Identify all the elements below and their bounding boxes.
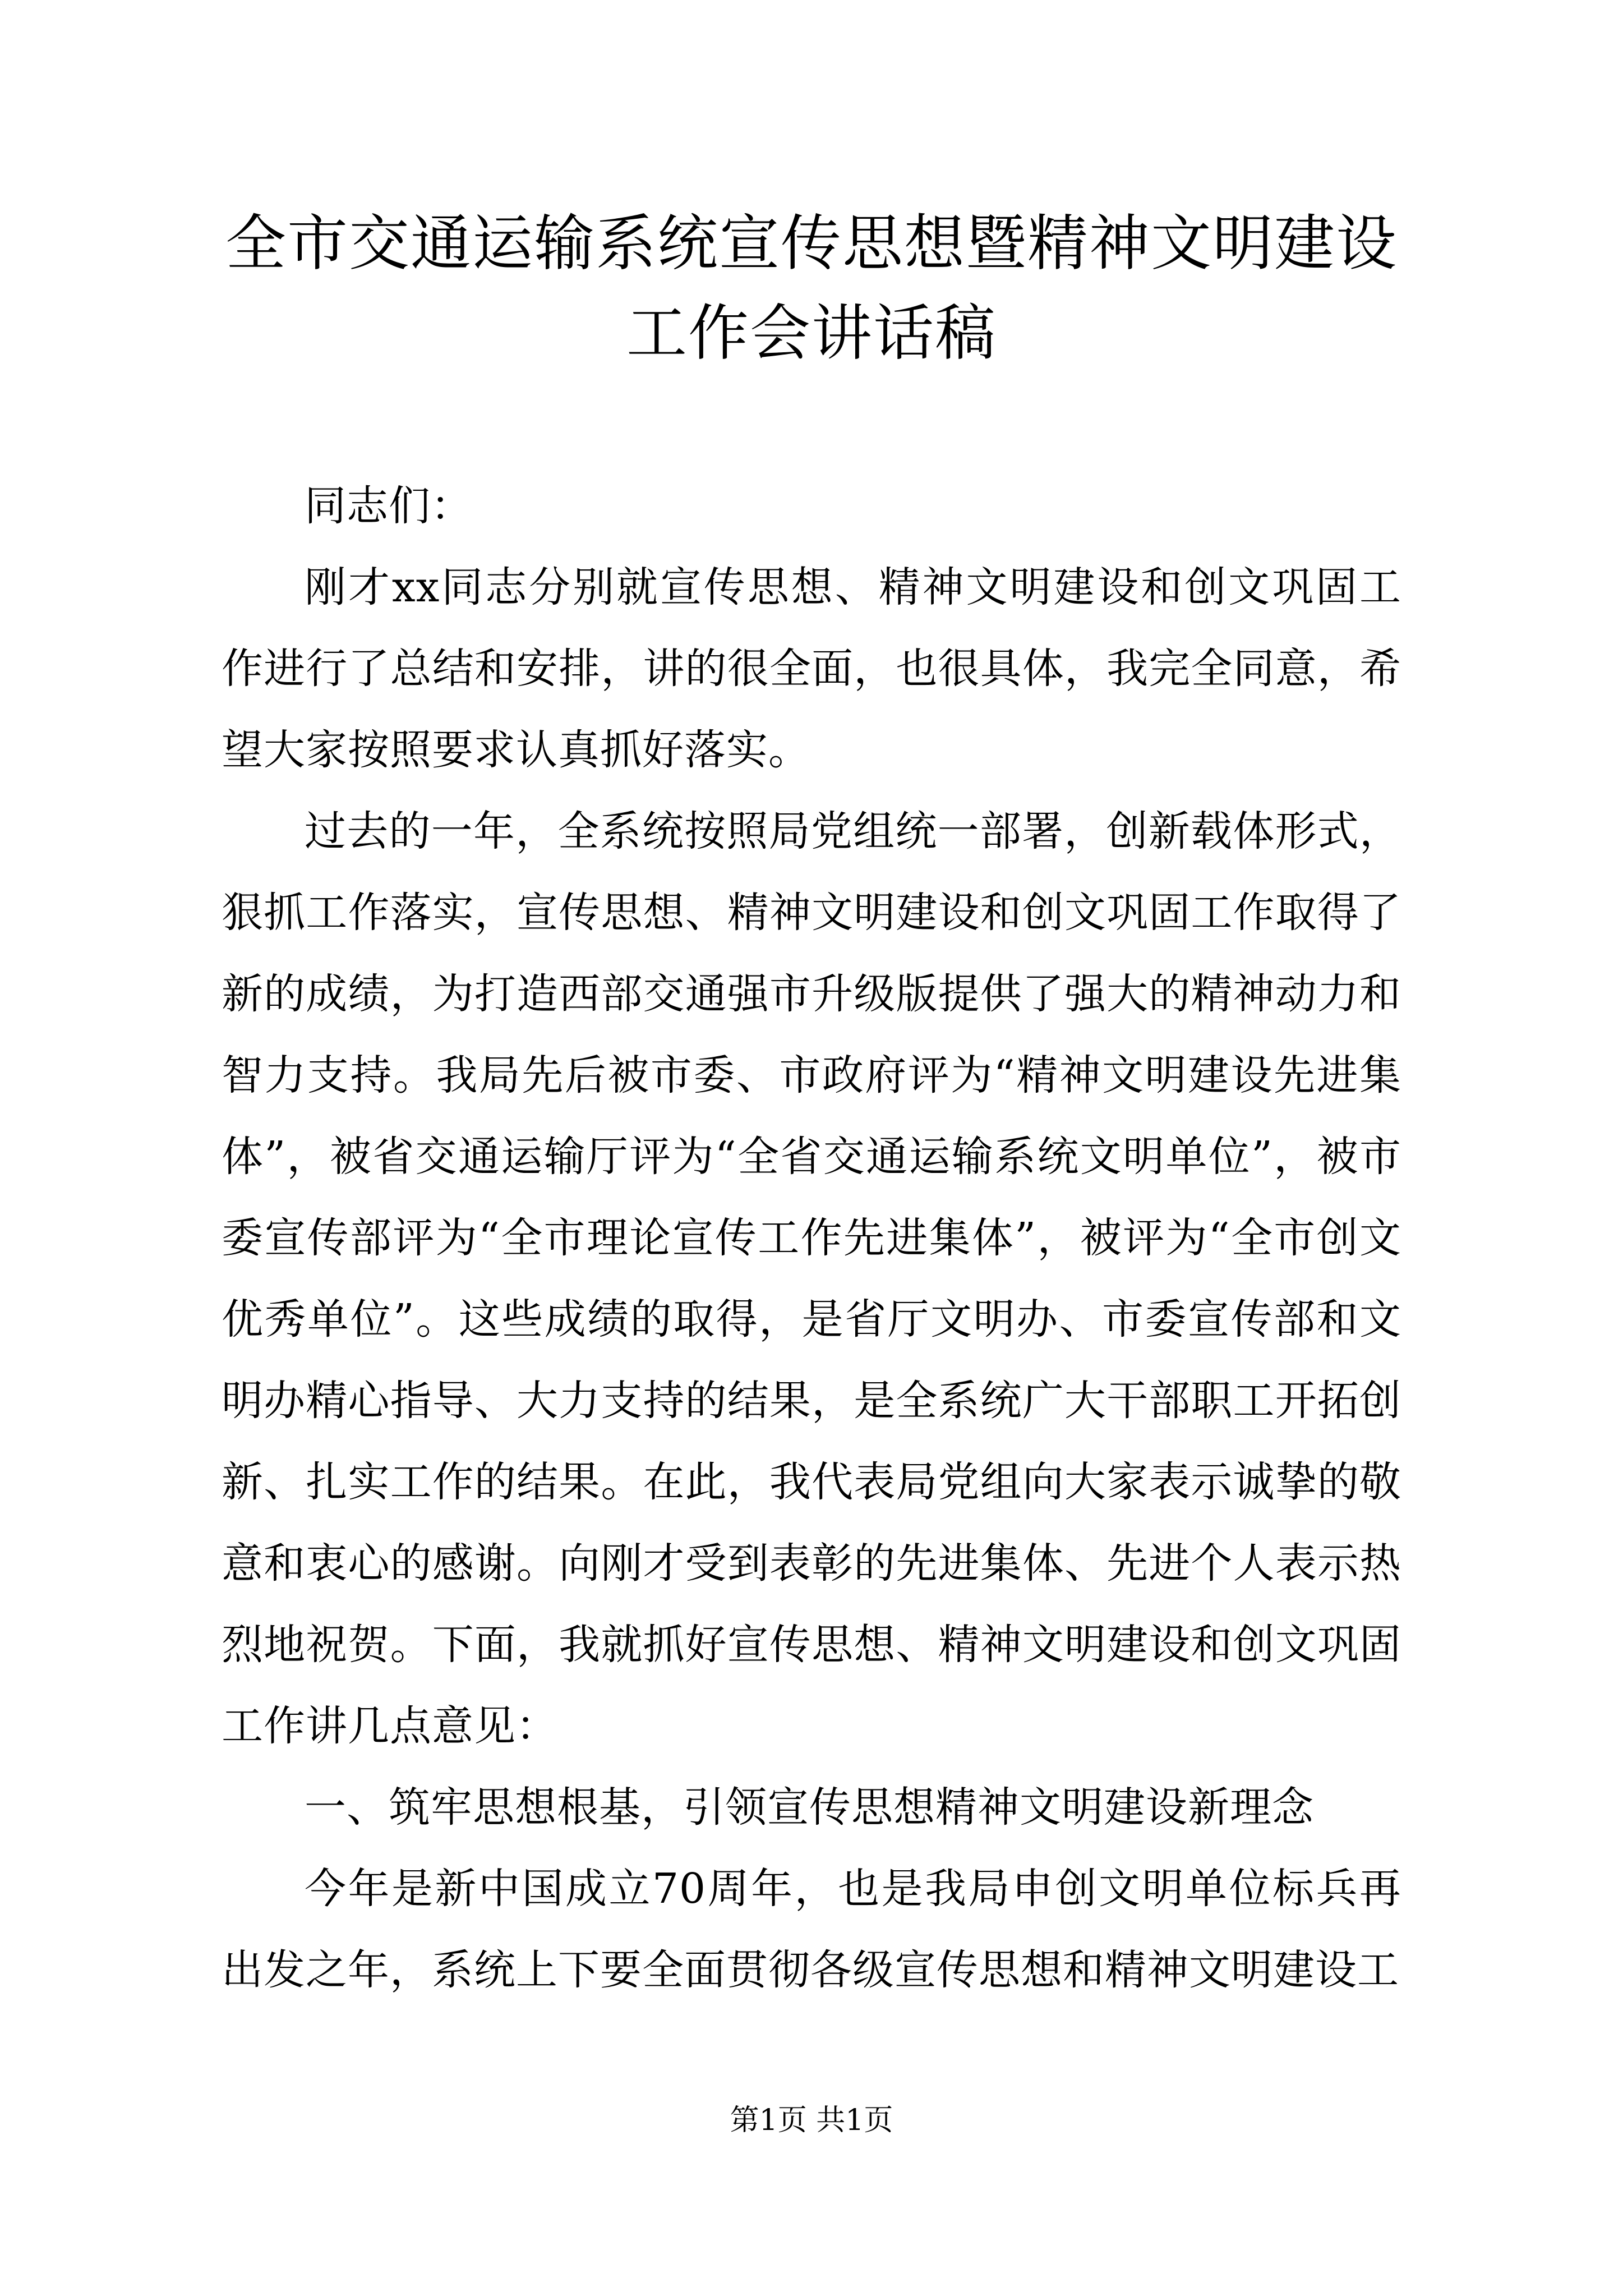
- section-heading: 一、筑牢思想根基，引领宣传思想精神文明建设新理念: [305, 1783, 1314, 1832]
- body-paragraph: 过去的一年，全系统按照局党组统一部署，创新载体形式，狠抓工作落实，宣传思想、精神文明建设和创文巩固工作取得了新的成绩，为打造西部交通强市升级版提供了强大的精神动力和智力支持。我局先后被市委、市政府评为“精神文明建设先进集体”，被省交通运输厅评为“全省交通运输系统文明单位”，被市委宣传部评为“全市理论宣传工作先进集体”，被评为“全市创文优秀单位”。这些成绩的取得，是省厅文明办、市委宣传部和文明办精心指导、大力支持的结果，是全系统广大干部职工开拓创新、扎实工作的结果。在此，我代表局党组向大家表示诚挚的敬意和衷心的感谢。向刚才受到表彰的先进集体、先进个人表示热烈地祝贺。下面，我就抓好宣传思想、精神文明建设和创文巩固工作讲几点意见：: [222, 807, 1401, 1750]
- document-title: 全市交通运输系统宣传思想暨精神文明建设工作会讲话稿: [225, 209, 1398, 369]
- page-footer: 第1页 共1页: [730, 2104, 893, 2137]
- body-paragraph: 刚才xx同志分别就宣传思想、精神文明建设和创文巩固工作进行了总结和安排，讲的很全面，也很具体，我完全同意，希望大家按照要求认真抓好落实。: [222, 563, 1401, 774]
- greeting-paragraph: 同志们：: [305, 482, 473, 530]
- document-body: [222, 466, 1401, 2011]
- body-paragraph: 今年是新中国成立70周年，也是我局申创文明单位标兵再出发之年，系统上下要全面贯彻各级宣传思想和精神文明建设工: [222, 1865, 1401, 1994]
